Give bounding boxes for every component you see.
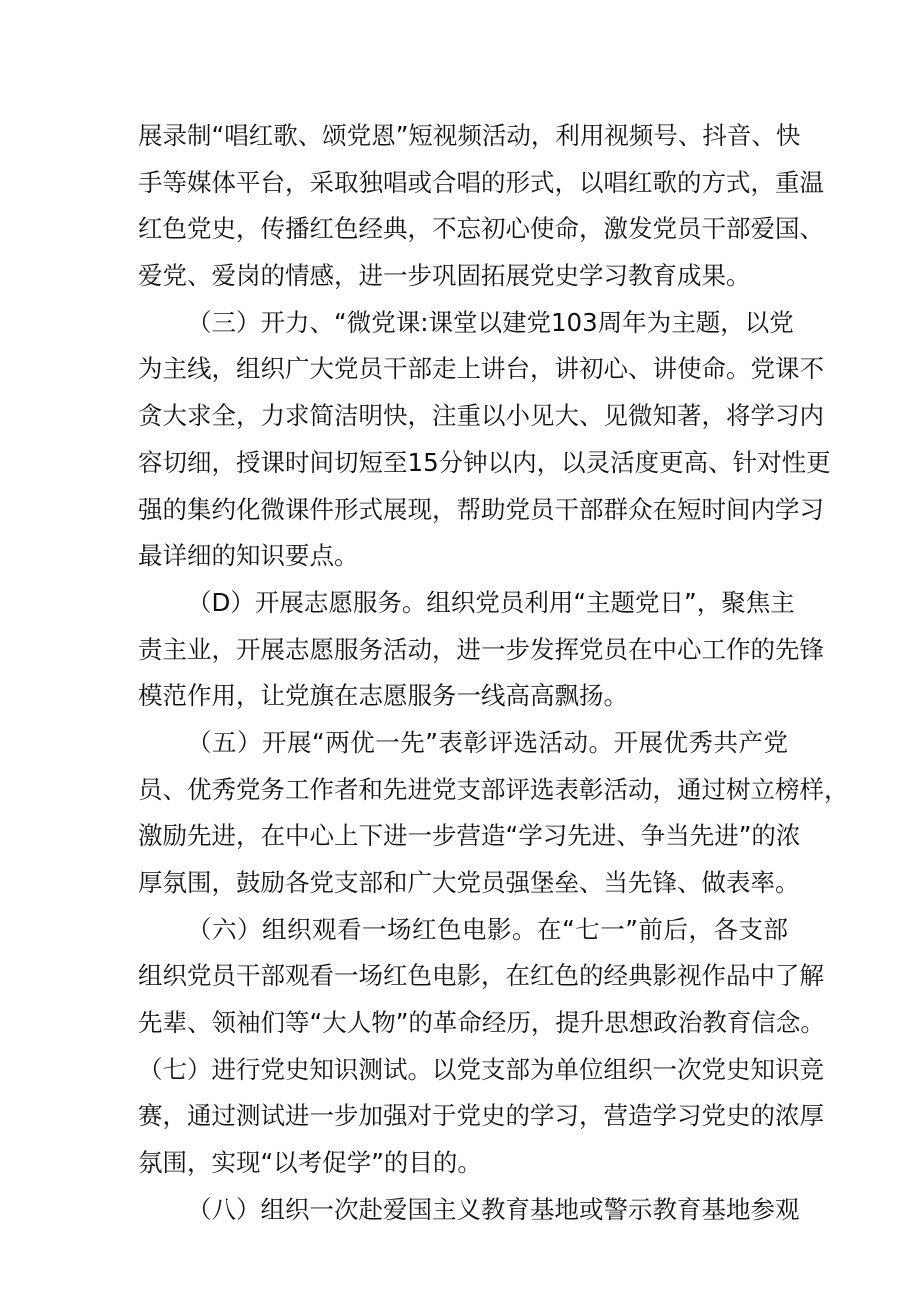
text-line: 厚氛围，鼓励各党支部和广大党员强堡垒、当先锋、做表率。 — [138, 868, 800, 897]
paragraph-heading-8: （八）组织一次赴爱国主义教育基地或警示教育基地参观 — [187, 1194, 800, 1224]
text-line: 先辈、领袖们等“大人物”的革命经历，提升思想政治教育信念。 — [138, 1008, 825, 1038]
text-line: 展录制“唱红歌、颂党恩”短视频活动，利用视频号、抖音、快 — [138, 121, 801, 150]
text-line: 红色党史，传播红色经典，不忘初心使命，激发党员干部爱国、 — [138, 214, 824, 244]
text-line: 为主线，组织广大党员干部走上讲台，讲初心、讲使命。党课不 — [138, 354, 824, 384]
paragraph-heading-4: （D）开展志愿服务。组织党员利用“主题党日”，聚焦主 — [187, 587, 795, 617]
text-line: 贪大求全，力求简洁明快，注重以小见大、见微知著，将学习内 — [138, 401, 824, 431]
text-line: 最详细的知识要点。 — [138, 541, 359, 571]
document-body — [138, 113, 849, 1234]
text-line: 员、优秀党务工作者和先进党支部评选表彰活动，通过树立榜样， — [138, 774, 849, 804]
text-line: 强的集约化微课件形式展现，帮助党员干部群众在短时间内学习 — [138, 494, 824, 524]
paragraph-heading-7: （七）进行党史知识测试。以党支部为单位组织一次党史知识竞 — [138, 1054, 824, 1084]
text-line: 赛，通过测试进一步加强对于党史的学习，营造学习党史的浓厚 — [138, 1101, 824, 1131]
text-line: 组织党员干部观看一场红色电影，在红色的经典影视作品中了解 — [138, 961, 824, 991]
text-line: 爱党、爱岗的情感，进一步巩固拓展党史学习教育成果。 — [138, 261, 751, 291]
text-line: 责主业，开展志愿服务活动，进一步发挥党员在中心工作的先锋 — [138, 634, 824, 664]
paragraph-heading-6: （六）组织观看一场红色电影。在“七一”前后，各支部 — [187, 914, 788, 944]
text-line: 激励先进，在中心上下进一步营造“学习先进、争当先进”的浓 — [138, 821, 801, 851]
paragraph-heading-3: （三）开力、“微党课:课堂以建党103周年为主题，以党 — [187, 307, 794, 337]
text-line: 模范作用，让党旗在志愿服务一线高高飘扬。 — [138, 681, 628, 711]
text-line: 容切细，授课时间切短至15分钟以内，以灵活度更高、针对性更 — [138, 447, 831, 477]
paragraph-heading-5: （五）开展“两优一先”表彰评选活动。开展优秀共产党 — [187, 727, 788, 757]
text-line: 氛围，实现“以考促学”的目的。 — [138, 1148, 482, 1178]
text-line: 手等媒体平台，采取独唱或合唱的形式，以唱红歌的方式，重温 — [138, 167, 824, 197]
